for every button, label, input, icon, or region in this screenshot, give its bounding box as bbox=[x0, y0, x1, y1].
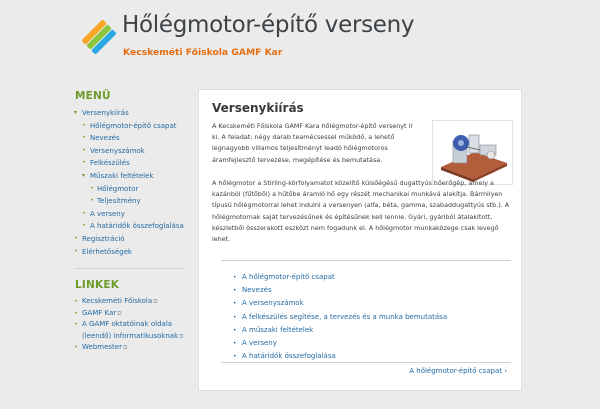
toc-link[interactable]: A műszaki feltételek bbox=[242, 325, 314, 334]
bullet-icon: • bbox=[74, 234, 78, 242]
intro-paragraph: A Kecskeméti Főiskola GAMF Kara hőlégmotor-építő versenyt ír ki. A feladat: négy darab teamécsessel működő, a lehető legnagyobb villamos teljesítményt leadó hőlégmotoros áramfejlesztő tervezése, megépítése és bemutatása. bbox=[212, 122, 413, 164]
main-content bbox=[198, 89, 522, 391]
expanded-bullet-icon: ▾ bbox=[82, 171, 86, 179]
bullet-icon: • bbox=[233, 326, 237, 334]
next-page-link[interactable]: A hőlégmotor-építő csapat › bbox=[409, 367, 507, 375]
external-link-icon: ⧉ bbox=[179, 332, 184, 340]
bullet-icon: • bbox=[82, 209, 86, 217]
external-link-icon: ⧉ bbox=[117, 309, 122, 317]
bullet-icon: • bbox=[233, 313, 237, 321]
toc-link[interactable]: A felkészülés segítése, a tervezés és a munka bemutatása bbox=[242, 312, 448, 321]
menu-item-holegmotor[interactable] bbox=[75, 183, 195, 196]
menu-item-regisztracio[interactable] bbox=[75, 233, 195, 246]
toc-link[interactable]: A határidők összefoglalása bbox=[242, 352, 336, 361]
menu-item-felkeszules[interactable] bbox=[75, 157, 195, 170]
link-item[interactable] bbox=[75, 319, 195, 342]
menu-item-label[interactable]: Versenyszámok bbox=[90, 146, 145, 155]
link-label[interactable]: Kecskeméti Főiskola bbox=[82, 297, 153, 306]
menu-item-label[interactable]: Műszaki feltételek bbox=[90, 171, 154, 180]
menu-heading: MENÜ bbox=[75, 90, 111, 102]
toc-link[interactable]: Nevezés bbox=[242, 286, 272, 295]
menu-item-label[interactable]: Versenykiírás bbox=[82, 109, 129, 117]
menu-item-label[interactable]: Hőlégmotor-építő csapat bbox=[90, 121, 177, 130]
engine-illustration bbox=[433, 121, 512, 184]
menu-item-hataridok[interactable] bbox=[75, 220, 195, 233]
bullet-icon: • bbox=[74, 321, 78, 329]
sidebar-divider bbox=[75, 268, 185, 269]
toc-link[interactable]: A hőlégmotor-építő csapat bbox=[242, 273, 335, 281]
site-logo-icon bbox=[82, 18, 116, 56]
menu-item-label[interactable]: Elérhetőségek bbox=[82, 247, 132, 256]
link-label[interactable]: A GAMF oktatóinak oldala (leendő) informatikusoknak bbox=[82, 320, 179, 340]
menu-item-label[interactable]: A határidők összefoglalása bbox=[90, 222, 184, 231]
bullet-icon: • bbox=[233, 287, 237, 295]
link-item[interactable] bbox=[75, 308, 195, 320]
link-label[interactable]: Webmester bbox=[82, 343, 122, 352]
bullet-icon: • bbox=[90, 197, 94, 205]
bullet-icon: • bbox=[233, 274, 237, 281]
bullet-icon: • bbox=[74, 298, 78, 306]
bullet-icon: • bbox=[233, 340, 237, 348]
toc-item[interactable] bbox=[233, 324, 447, 337]
toc-link[interactable]: A versenyszámok bbox=[242, 299, 304, 308]
links-heading: LINKEK bbox=[75, 279, 120, 292]
sidebar bbox=[75, 90, 195, 354]
menu-item-elerhetosegek[interactable] bbox=[75, 246, 195, 259]
toc-link[interactable]: A verseny bbox=[242, 339, 277, 348]
main-menu bbox=[75, 107, 195, 258]
section-links bbox=[233, 271, 447, 363]
toc-item[interactable] bbox=[233, 297, 447, 310]
bullet-icon: • bbox=[82, 134, 86, 142]
menu-item-nevezes[interactable] bbox=[75, 132, 195, 145]
menu-item-teljesitmeny[interactable] bbox=[75, 195, 195, 208]
description-paragraph: A hőlégmotor a Stirling-körfolyamatot közelítő külsőégésű dugattyús hőerőgép, amely a kazánból (fűtőből) a hűtőbe áramló hő egy részét mechanikai munkává alakítja. Bármilyen típusú hőlégmotorral lehet indulni a versenyen (alfa, béta, gamma, szabaddugattyús stb.). A hőlégmotornak saját tervezésűnek és építésűnek kell lennie. Gyári, gyáriból átalakított, készletből összerakott eszközt nem fogadunk el. A hőlégmotor munkaközege csak levegő lehet. bbox=[212, 179, 510, 244]
bullet-icon: • bbox=[82, 222, 86, 230]
expanded-bullet-icon: ▾ bbox=[74, 109, 78, 116]
menu-item-label[interactable]: Regisztráció bbox=[82, 234, 125, 243]
stirling-engine-image[interactable] bbox=[432, 120, 513, 185]
toc-item[interactable] bbox=[233, 284, 447, 297]
menu-item-versenykiiras[interactable] bbox=[75, 107, 195, 120]
toc-item[interactable] bbox=[233, 337, 447, 350]
menu-item-label[interactable]: Felkészülés bbox=[90, 159, 130, 168]
bullet-icon: • bbox=[233, 353, 237, 361]
bullet-icon: • bbox=[82, 159, 86, 167]
bullet-icon: • bbox=[82, 146, 86, 154]
toc-item[interactable] bbox=[233, 271, 447, 284]
external-link-icon: ⧉ bbox=[122, 344, 128, 352]
site-title[interactable]: Hőlégmotor-építő verseny bbox=[122, 12, 415, 38]
bullet-icon: • bbox=[74, 309, 78, 317]
menu-item-versenyszamok[interactable] bbox=[75, 145, 195, 158]
site-subtitle: Kecskeméti Főiskola GAMF Kar bbox=[123, 47, 283, 58]
menu-item-a-verseny[interactable] bbox=[75, 208, 195, 221]
link-label[interactable]: GAMF Kar bbox=[82, 308, 117, 317]
menu-item-label[interactable]: A verseny bbox=[90, 209, 125, 218]
menu-item-label[interactable]: Hőlégmotor bbox=[97, 184, 139, 193]
bullet-icon: • bbox=[90, 184, 94, 192]
menu-item-csapat[interactable] bbox=[75, 120, 195, 133]
menu-item-muszaki[interactable] bbox=[75, 170, 195, 183]
bullet-icon: • bbox=[74, 344, 78, 352]
content-divider-top bbox=[221, 260, 511, 261]
menu-item-label[interactable]: Teljesítmény bbox=[97, 197, 141, 206]
toc-item[interactable] bbox=[233, 311, 447, 324]
bullet-icon: • bbox=[233, 300, 237, 308]
bullet-icon: • bbox=[82, 121, 86, 129]
bullet-icon: • bbox=[74, 247, 78, 255]
links-list bbox=[75, 296, 195, 354]
link-item[interactable] bbox=[75, 296, 195, 308]
content-divider-bottom bbox=[221, 362, 511, 363]
page-title: Versenykiírás bbox=[212, 101, 304, 115]
external-link-icon: ⧉ bbox=[153, 298, 158, 306]
menu-item-label[interactable]: Nevezés bbox=[90, 134, 120, 143]
link-item[interactable] bbox=[75, 342, 195, 354]
